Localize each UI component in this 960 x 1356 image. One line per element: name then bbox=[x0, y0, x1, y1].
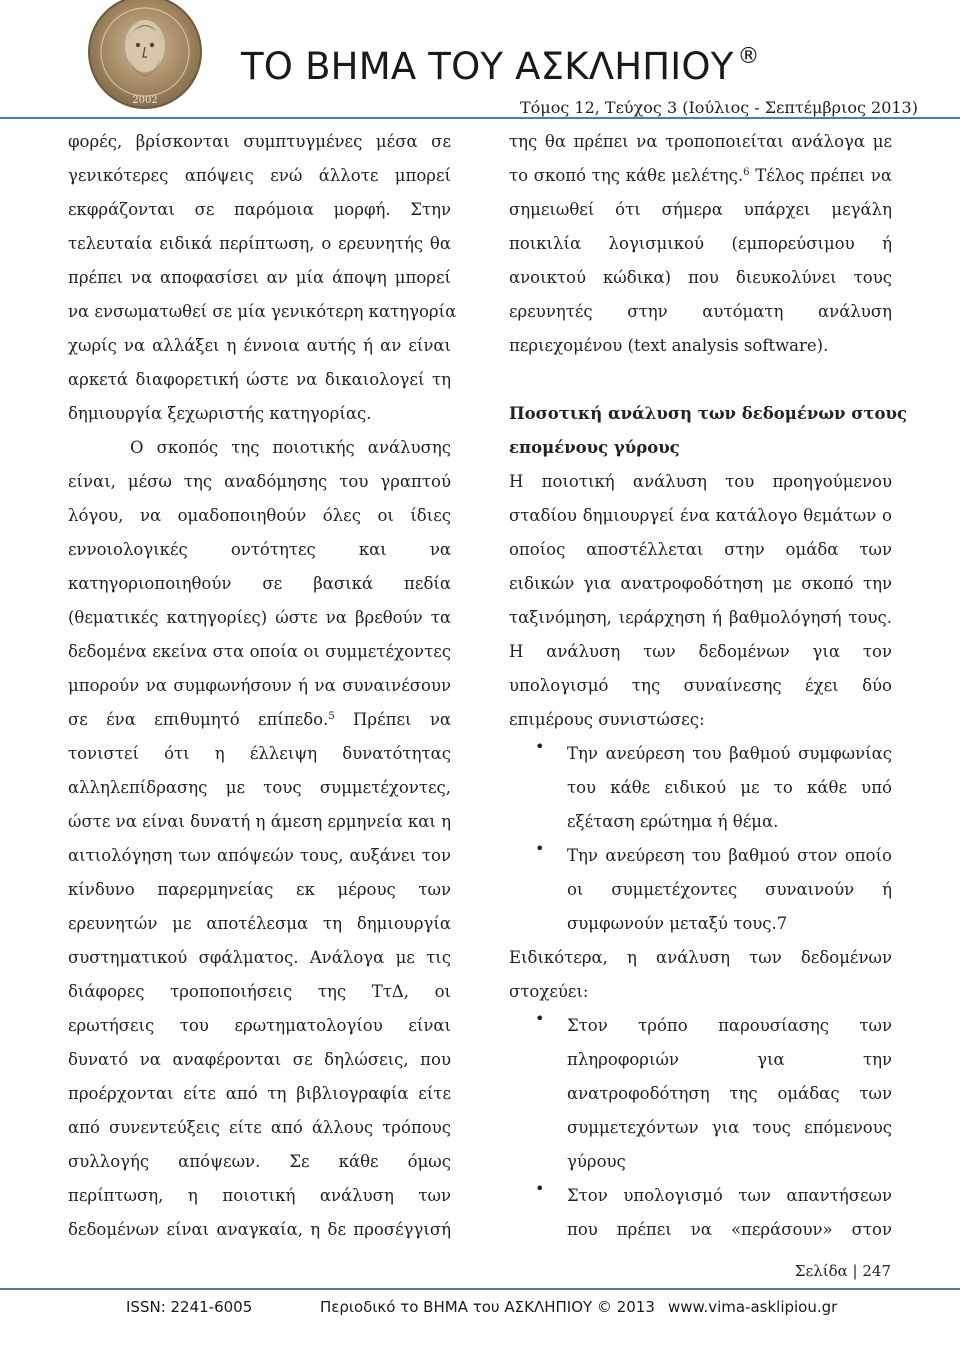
text-line: ανατροφοδότηση της ομάδας των bbox=[567, 1084, 892, 1103]
text-line: εξέταση ερώτημα ή θέμα. bbox=[567, 812, 779, 831]
journal-title bbox=[241, 44, 760, 88]
text-line: να ενσωματωθεί σε μία γενικότερη κατηγορία bbox=[68, 302, 457, 321]
text-line: χωρίς να αλλάξει η έννοια αυτής ή αν είναι bbox=[68, 336, 451, 355]
text-line: τελευταία ειδικά περίπτωση, ο ερευνητής θα bbox=[68, 234, 451, 253]
text-line: αλληλεπίδρασης με τους συμμετέχοντες, bbox=[68, 778, 451, 797]
text-line: ταξινόμηση, ιεράρχηση ή βαθμολόγησή τους. bbox=[509, 608, 892, 627]
page-number: Σελίδα | 247 bbox=[794, 1262, 891, 1280]
issue-info: Τόμος 12, Τεύχος 3 (Ιούλιος - Σεπτέμβριος 2013) bbox=[520, 98, 918, 117]
text-line-with-reference bbox=[68, 703, 451, 737]
reference-superscript: 5 bbox=[328, 711, 335, 722]
text-line: σημειωθεί ότι σήμερα υπάρχει μεγάλη bbox=[509, 200, 892, 219]
text-line: συλλογής απόψεων. Σε κάθε όμως bbox=[68, 1152, 451, 1171]
text-line: ποικιλία λογισμικού (εμπορεύσιμου ή bbox=[509, 234, 892, 253]
text-line: Την ανεύρεση του βαθμού συμφωνίας bbox=[567, 744, 892, 763]
text-line: δεδομένων είναι αναγκαία, η δε προσέγγισή bbox=[68, 1220, 451, 1239]
text-fragment: το σκοπό της κάθε μελέτης. bbox=[509, 166, 744, 185]
text-line: συστηματικού σφάλματος. Ανάλογα με τις bbox=[68, 948, 451, 967]
text-line: επιμέρους συνιστώσες: bbox=[509, 710, 705, 729]
text-line: Στον υπολογισμό των απαντήσεων bbox=[567, 1186, 892, 1205]
text-line: Ειδικότερα, η ανάλυση των δεδομένων bbox=[509, 948, 892, 967]
text-line: αρκετά διαφορετική ώστε να δικαιολογεί τη bbox=[68, 370, 451, 389]
text-line: Η ποιοτική ανάλυση του προηγούμενου bbox=[509, 472, 892, 491]
section-heading: επομένους γύρους bbox=[509, 438, 680, 457]
text-line: γύρους bbox=[567, 1152, 626, 1171]
right-column bbox=[509, 125, 907, 1247]
text-line: μπορούν να συμφωνήσουν ή να συναινέσουν bbox=[68, 676, 451, 695]
text-line: από συνεντεύξεις είτε από άλλους τρόπους bbox=[68, 1118, 451, 1137]
text-line: εννοιολογικές οντότητες και να bbox=[68, 540, 451, 559]
text-line: δυνατό να αναφέρονται σε δηλώσεις, που bbox=[68, 1050, 451, 1069]
text-line: πρέπει να αποφασίσει αν μία άποψη μπορεί bbox=[68, 268, 451, 287]
text-line: είναι, μέσω της αναδόμησης του γραπτού bbox=[68, 472, 451, 491]
left-column bbox=[68, 125, 457, 1247]
reference-superscript: 6 bbox=[743, 167, 750, 178]
text-line: κίνδυνο παρερμηνείας εκ μέρους των bbox=[68, 880, 451, 899]
text-line: οποίος αποστέλλεται στην ομάδα των bbox=[509, 540, 892, 559]
footer-issn: ISSN: 2241-6005 bbox=[126, 1298, 253, 1316]
text-line: Στον τρόπο παρουσίασης των bbox=[567, 1016, 892, 1035]
text-line: συμμετεχόντων για τους επόμενους bbox=[567, 1118, 892, 1137]
text-line: πληροφοριών για την bbox=[567, 1050, 892, 1069]
bullet-icon: • bbox=[535, 1179, 545, 1198]
bullet-icon: • bbox=[535, 1009, 545, 1028]
paragraph-spacer bbox=[509, 363, 892, 397]
text-fragment: Πρέπει να bbox=[334, 710, 451, 729]
text-line: συμφωνούν μεταξύ τους.7 bbox=[567, 914, 788, 933]
bullet-icon: • bbox=[535, 737, 545, 756]
text-line: κατηγοριοποιηθούν σε βασικά πεδία bbox=[68, 574, 451, 593]
text-line: εκφράζονται σε παρόμοια μορφή. Στην bbox=[68, 200, 451, 219]
text-line: ειδικών για ανατροφοδότηση με σκοπό την bbox=[509, 574, 892, 593]
text-line: οι συμμετέχοντες συναινούν ή bbox=[567, 880, 892, 899]
text-line: του κάθε ειδικού με το κάθε υπό bbox=[567, 778, 892, 797]
header-divider bbox=[0, 117, 960, 119]
bullet-item bbox=[509, 1179, 892, 1247]
text-line: ώστε να είναι δυνατή η άμεση ερμηνεία και η bbox=[68, 812, 451, 831]
text-line: λόγου, να ομαδοποιηθούν όλες οι ίδιες bbox=[68, 506, 451, 525]
text-line: Την ανεύρεση του βαθμού στον οποίο bbox=[567, 846, 892, 865]
text-line: στοχεύει: bbox=[509, 982, 589, 1001]
text-line: δεδομένα εκείνα στα οποία οι συμμετέχοντες bbox=[68, 642, 451, 661]
text-line: περίπτωση, η ποιοτική ανάλυση των bbox=[68, 1186, 451, 1205]
footer-divider bbox=[0, 1288, 960, 1290]
journal-title-text: ΤΟ ΒΗΜΑ ΤΟΥ ΑΣΚΛΗΠΙΟΥ bbox=[241, 45, 734, 88]
footer-website-link[interactable]: www.vima-asklipiou.gr bbox=[668, 1298, 838, 1316]
bullet-icon: • bbox=[535, 839, 545, 858]
text-line: ανοικτού κώδικα) που διευκολύνει τους bbox=[509, 268, 892, 287]
bullet-item bbox=[509, 1009, 892, 1179]
text-line: αιτιολόγηση των απόψεών τους, αυξάνει τον bbox=[68, 846, 451, 865]
text-line: φορές, βρίσκονται συμπτυγμένες μέσα σε bbox=[68, 132, 451, 151]
text-line: ερευνητών με αποτέλεσμα τη δημιουργία bbox=[68, 914, 451, 933]
text-fragment: Τέλος πρέπει να bbox=[749, 166, 892, 185]
text-fragment: σε ένα επιθυμητό επίπεδο. bbox=[68, 710, 329, 729]
bullet-item bbox=[509, 737, 892, 839]
text-line: διάφορες τροποποιήσεις της ΤτΔ, οι bbox=[68, 982, 451, 1001]
logo-year: 2002 bbox=[132, 95, 158, 106]
registered-mark: ® bbox=[737, 44, 760, 69]
text-line: σταδίου δημιουργεί ένα κατάλογο θεμάτων ο bbox=[509, 506, 892, 525]
journal-logo-medallion bbox=[83, 0, 207, 110]
text-line: Ο σκοπός της ποιοτικής ανάλυσης bbox=[130, 438, 451, 457]
bullet-item bbox=[509, 839, 892, 941]
text-line: υπολογισμό της συναίνεσης έχει δύο bbox=[509, 676, 892, 695]
text-line: της θα πρέπει να τροποποιείται ανάλογα με bbox=[509, 132, 892, 151]
text-line: ερωτήσεις του ερωτηματολογίου είναι bbox=[68, 1016, 451, 1035]
text-line: (θεματικές κατηγορίες) ώστε να βρεθούν τα bbox=[68, 608, 451, 627]
text-line: γενικότερες απόψεις ενώ άλλοτε μπορεί bbox=[68, 166, 451, 185]
text-line: ερευνητές στην αυτόματη ανάλυση bbox=[509, 302, 892, 321]
text-line-with-reference bbox=[509, 159, 892, 193]
text-line: Η ανάλυση των δεδομένων για τον bbox=[509, 642, 892, 661]
section-heading: Ποσοτική ανάλυση των δεδομένων στους bbox=[509, 404, 907, 423]
text-line: προέρχονται είτε από τη βιβλιογραφία είτε bbox=[68, 1084, 451, 1103]
text-line: περιεχομένου (text analysis software). bbox=[509, 336, 829, 355]
text-line: που πρέπει να «περάσουν» στον bbox=[567, 1220, 892, 1239]
text-line: τονιστεί ότι η έλλειψη δυνατότητας bbox=[68, 744, 451, 763]
text-line: δημιουργία ξεχωριστής κατηγορίας. bbox=[68, 404, 372, 423]
footer-journal: Περιοδικό το ΒΗΜΑ του ΑΣΚΛΗΠΙΟΥ © 2013 bbox=[320, 1298, 655, 1316]
